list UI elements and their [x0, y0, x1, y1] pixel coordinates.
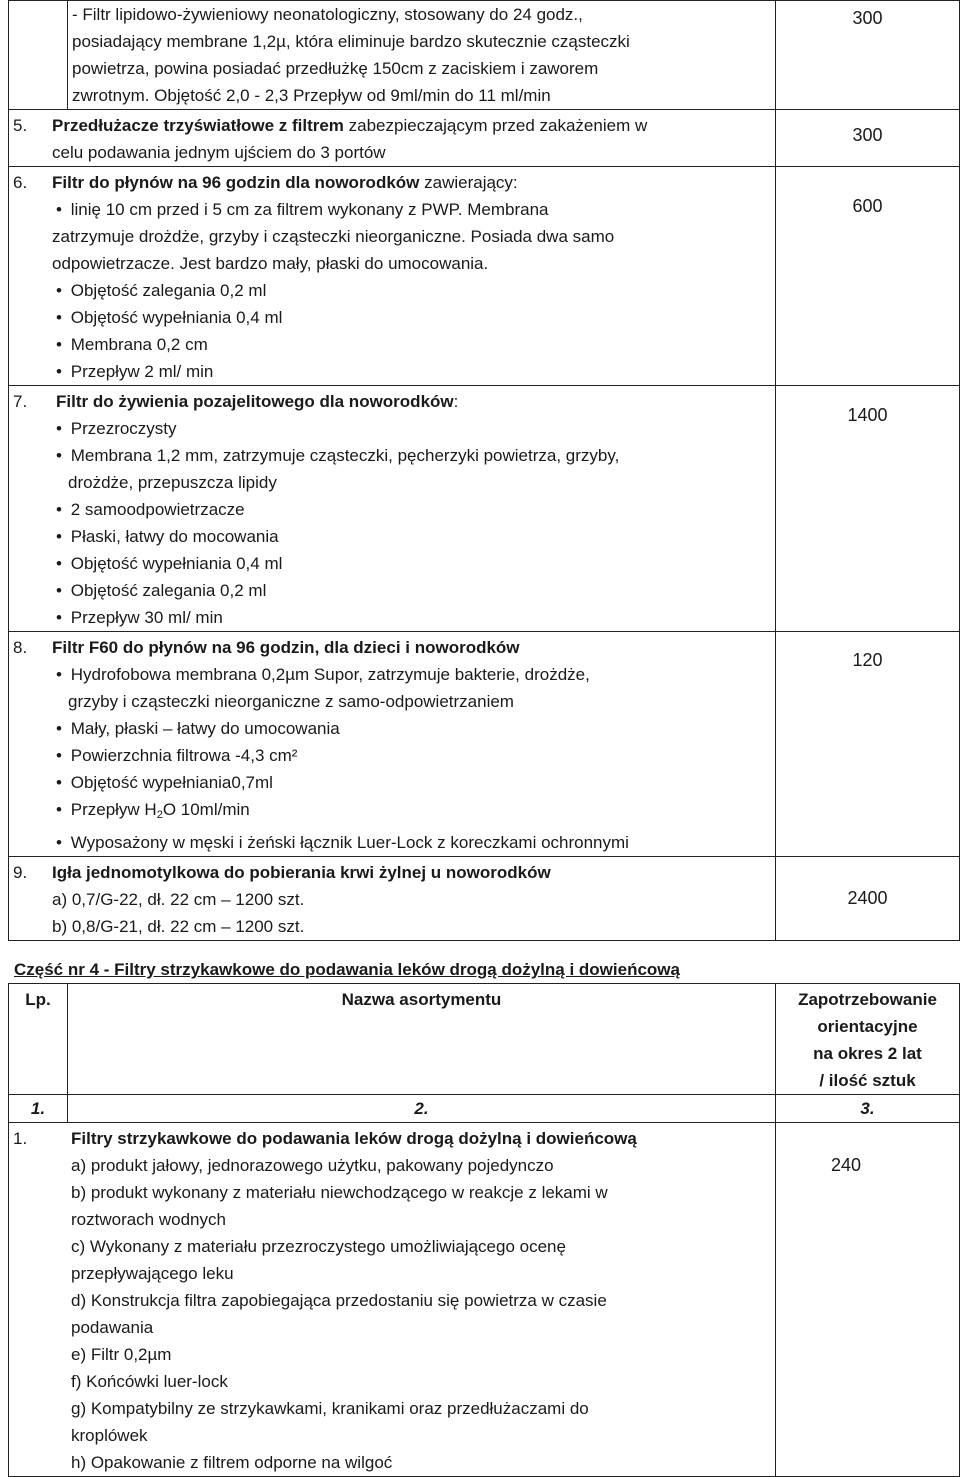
- section-title: Część nr 4 - Filtry strzykawkowe do podawania leków drogą dożylną i dowieńcową: [14, 960, 680, 979]
- bullet-text: linię 10 cm przed i 5 cm za filtrem wykonany z PWP. Membrana: [70, 200, 549, 219]
- item-title: Filtr do płynów na 96 godzin dla noworodków: [52, 173, 420, 192]
- desc-line: odpowietrzacze. Jest bardzo mały, płaski do umocowania.: [52, 254, 489, 273]
- table-row: [9, 167, 960, 386]
- bullet-text: Objętość wypełniania 0,4 ml: [70, 308, 283, 327]
- bullet-icon: •: [56, 500, 62, 519]
- col-number: 2.: [68, 1095, 776, 1123]
- item-description: [68, 1, 776, 110]
- bullet-text: Membrana 0,2 cm: [70, 335, 208, 354]
- table-row: [9, 386, 960, 632]
- item-description: [9, 167, 776, 386]
- qty-value: 2400: [847, 888, 888, 908]
- lp-cell: [9, 1, 68, 110]
- bullet-icon: •: [56, 581, 62, 600]
- desc-line: a) 0,7/G-22, dł. 22 cm – 1200 szt.: [52, 890, 305, 909]
- table-row: [9, 110, 960, 167]
- item-number: 8.: [13, 638, 28, 657]
- bullet-text: [71, 800, 250, 819]
- item-description: [9, 386, 776, 632]
- qty-cell: [776, 386, 960, 632]
- qty-value: 240: [831, 1155, 862, 1175]
- desc-line: posiadający membrane 1,2µ, która eliminuje bardzo skutecznie cząsteczki: [72, 32, 630, 51]
- desc-line: b) produkt wykonany z materiału niewchodzącego w reakcje z lekami w: [71, 1183, 608, 1202]
- bullet-icon: •: [56, 800, 62, 819]
- item-number: 6.: [13, 173, 28, 192]
- bullet-text: Przezroczysty: [70, 419, 177, 438]
- bullet-text: Objętość zalegania 0,2 ml: [70, 281, 267, 300]
- header-qty-line: orientacyjne: [817, 1017, 918, 1036]
- item-title: Filtry strzykawkowe do podawania leków drogą dożylną i dowieńcową: [71, 1129, 637, 1148]
- desc-line: drożdże, przepuszcza lipidy: [68, 473, 277, 492]
- bullet-icon: •: [56, 746, 62, 765]
- bullet-icon: •: [56, 362, 62, 381]
- table-header-row: [9, 984, 960, 1095]
- qty-value: 600: [852, 196, 883, 216]
- item-number: 1.: [13, 1129, 28, 1148]
- bullet-icon: •: [56, 281, 62, 300]
- formula-subscript: 2: [156, 809, 163, 821]
- bullet-text: 2 samoodpowietrzacze: [70, 500, 245, 519]
- qty-cell: [776, 1, 960, 110]
- qty-value: 300: [852, 8, 883, 28]
- products-table-part3: [8, 0, 960, 941]
- formula-part: Przepływ H: [70, 800, 157, 819]
- formula-part: O 10ml/min: [162, 800, 250, 819]
- bullet-text: Objętość wypełniania0,7ml: [70, 773, 273, 792]
- item-title: Igła jednomotylkowa do pobierania krwi żylnej u noworodków: [52, 863, 551, 882]
- desc-line: podawania: [71, 1318, 154, 1337]
- qty-value: 300: [852, 125, 883, 145]
- bullet-icon: •: [56, 446, 62, 465]
- item-title: Przedłużacze trzyświatłowe z filtrem: [52, 116, 344, 135]
- qty-cell: [776, 167, 960, 386]
- bullet-icon: •: [56, 773, 62, 792]
- item-description: [9, 110, 776, 167]
- desc-line: zwrotnym. Objętość 2,0 - 2,3 Przepływ od 9ml/min do 11 ml/min: [72, 86, 551, 105]
- item-title-rest: zawierający:: [419, 173, 518, 192]
- desc-line: zatrzymuje drożdże, grzyby i cząsteczki nieorganiczne. Posiada dwa samo: [52, 227, 615, 246]
- column-number-row: [9, 1095, 960, 1123]
- table-row: [9, 1123, 960, 1477]
- table-row: [9, 632, 960, 857]
- bullet-text: Objętość zalegania 0,2 ml: [70, 581, 267, 600]
- col-number: 1.: [9, 1095, 68, 1123]
- desc-line: e) Filtr 0,2µm: [71, 1345, 172, 1364]
- bullet-text: Płaski, łatwy do mocowania: [70, 527, 279, 546]
- bullet-icon: •: [56, 719, 62, 738]
- bullet-text: Powierzchnia filtrowa -4,3 cm²: [70, 746, 298, 765]
- bullet-icon: •: [56, 200, 62, 219]
- desc-line: c) Wykonany z materiału przezroczystego umożliwiającego ocenę: [71, 1237, 566, 1256]
- desc-line: roztworach wodnych: [71, 1210, 226, 1229]
- item-description: [9, 1123, 776, 1477]
- bullet-text: Objętość wypełniania 0,4 ml: [70, 554, 283, 573]
- item-number: 9.: [13, 863, 28, 882]
- qty-cell: [776, 110, 960, 167]
- qty-value: 1400: [847, 405, 888, 425]
- desc-line: b) 0,8/G-21, dł. 22 cm – 1200 szt.: [52, 917, 305, 936]
- item-description: [9, 857, 776, 941]
- header-qty-line: Zapotrzebowanie: [798, 990, 937, 1009]
- bullet-icon: •: [56, 608, 62, 627]
- products-table-part4: [8, 983, 960, 1477]
- desc-line: a) produkt jałowy, jednorazowego użytku, pakowany pojedynczo: [71, 1156, 554, 1175]
- bullet-icon: •: [56, 419, 62, 438]
- desc-line: powietrza, powina posiadać przedłużkę 150cm z zaciskiem i zaworem: [72, 59, 599, 78]
- item-title-rest: zabezpieczającym przed zakażeniem w: [343, 116, 648, 135]
- table-row: [9, 857, 960, 941]
- qty-cell: [776, 1123, 960, 1477]
- item-description: [9, 632, 776, 857]
- header-name: Nazwa asortymentu: [68, 984, 776, 1095]
- bullet-text: Wyposażony w męski i żeński łącznik Luer-Lock z koreczkami ochronnymi: [70, 833, 629, 852]
- bullet-icon: •: [56, 335, 62, 354]
- bullet-icon: •: [56, 554, 62, 573]
- bullet-icon: •: [56, 308, 62, 327]
- bullet-text: Membrana 1,2 mm, zatrzymuje cząsteczki, pęcherzyki powietrza, grzyby,: [70, 446, 620, 465]
- item-title: Filtr F60 do płynów na 96 godzin, dla dzieci i noworodków: [52, 638, 520, 657]
- desc-line: grzyby i cząsteczki nieorganiczne z samo-odpowietrzaniem: [68, 692, 514, 711]
- desc-line: przepływającego leku: [71, 1264, 234, 1283]
- col-number: 3.: [776, 1095, 960, 1123]
- qty-value: 120: [852, 650, 883, 670]
- desc-line: h) Opakowanie z filtrem odporne na wilgoć: [71, 1453, 393, 1472]
- desc-line: d) Konstrukcja filtra zapobiegająca przedostaniu się powietrza w czasie: [71, 1291, 607, 1310]
- item-number: 7.: [13, 392, 28, 411]
- desc-line: f) Końcówki luer-lock: [71, 1372, 228, 1391]
- header-lp: Lp.: [9, 984, 68, 1095]
- desc-line: g) Kompatybilny ze strzykawkami, kranikami oraz przedłużaczami do: [71, 1399, 589, 1418]
- desc-line: - Filtr lipidowo-żywieniowy neonatologiczny, stosowany do 24 godz.,: [72, 5, 583, 24]
- item-title: Filtr do żywienia pozajelitowego dla noworodków: [56, 392, 454, 411]
- bullet-icon: •: [56, 833, 62, 852]
- bullet-text: Przepływ 30 ml/ min: [70, 608, 223, 627]
- desc-line: celu podawania jednym ujściem do 3 portów: [52, 143, 386, 162]
- qty-cell: [776, 632, 960, 857]
- item-number: 5.: [13, 116, 28, 135]
- bullet-text: Hydrofobowa membrana 0,2µm Supor, zatrzymuje bakterie, drożdże,: [70, 665, 590, 684]
- table-row: [9, 1, 960, 110]
- header-qty: [776, 984, 960, 1095]
- header-qty-line: / ilość sztuk: [819, 1071, 916, 1090]
- item-title-rest: :: [453, 392, 459, 411]
- bullet-icon: •: [56, 665, 62, 684]
- bullet-text: Mały, płaski – łatwy do umocowania: [70, 719, 340, 738]
- desc-line: kroplówek: [71, 1426, 148, 1445]
- qty-cell: [776, 857, 960, 941]
- bullet-text: Przepływ 2 ml/ min: [70, 362, 214, 381]
- bullet-icon: •: [56, 527, 62, 546]
- header-qty-line: na okres 2 lat: [813, 1044, 922, 1063]
